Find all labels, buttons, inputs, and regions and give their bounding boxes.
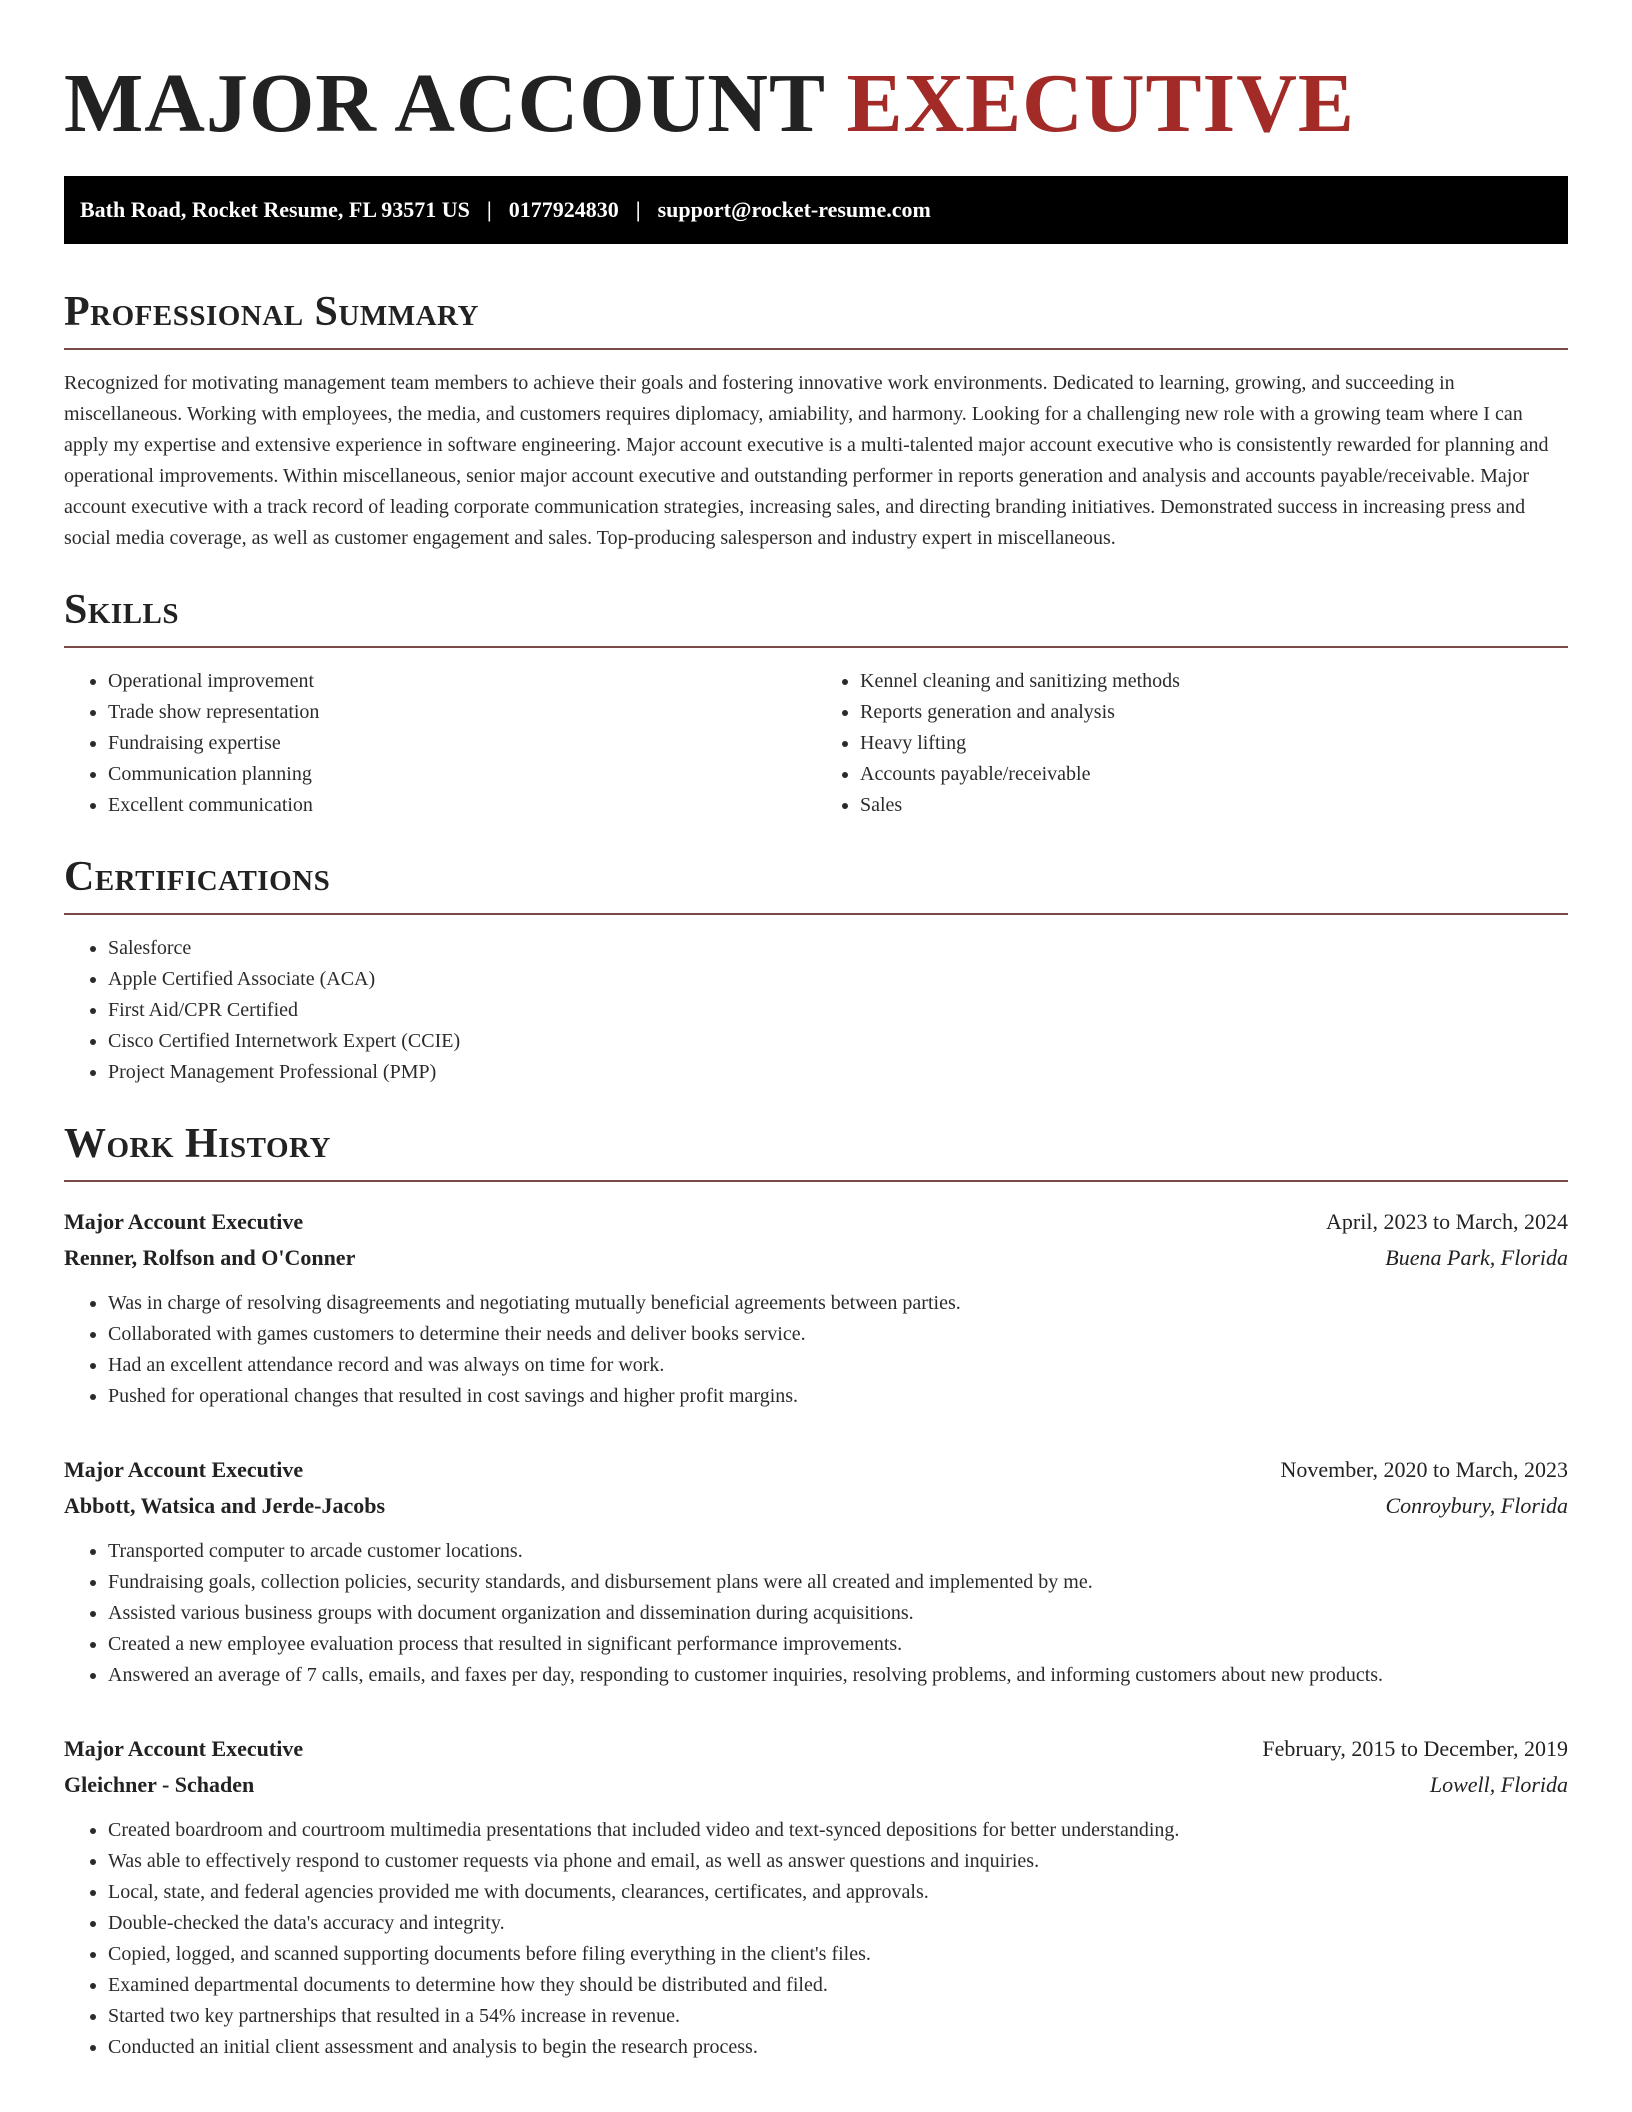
- job-header-row: [64, 1204, 1568, 1240]
- job-header-row: [64, 1452, 1568, 1488]
- skills-section: [64, 584, 1568, 821]
- certification-item: • Apple Certified Associate (ACA): [108, 964, 1568, 995]
- job-bullets: [64, 1288, 1568, 1412]
- job-title: Major Account Executive: [64, 1457, 304, 1482]
- job-bullet: • Collaborated with games customers to determine their needs and deliver books service.: [108, 1319, 1568, 1350]
- certification-item: • Cisco Certified Internetwork Expert (CCIE): [108, 1026, 1568, 1057]
- job-location: Conroybury, Florida: [1385, 1493, 1568, 1518]
- job-bullet: • Copied, logged, and scanned supporting documents before filing everything in the client's files.: [108, 1939, 1568, 1970]
- job-bullet: • Local, state, and federal agencies provided me with documents, clearances, certificates, and approvals.: [108, 1877, 1568, 1908]
- jobs-list: [64, 1204, 1568, 2063]
- job-header-row: [64, 1731, 1568, 1767]
- section-title: Certifications: [64, 854, 331, 900]
- job-bullets: [64, 1536, 1568, 1691]
- job-entry: [64, 1452, 1568, 1691]
- job-bullet: • Pushed for operational changes that resulted in cost savings and higher profit margins.: [108, 1381, 1568, 1412]
- section-divider: [64, 1180, 1568, 1182]
- job-bullets: [64, 1815, 1568, 2063]
- job-company-row: [64, 1240, 1568, 1276]
- job-dates: April, 2023 to March, 2024: [1326, 1209, 1568, 1234]
- section-divider: [64, 646, 1568, 648]
- contact-phone: 0177924830: [508, 197, 619, 222]
- job-bullet: • Conducted an initial client assessment and analysis to begin the research process.: [108, 2032, 1568, 2063]
- contact-email: support@rocket-resume.com: [657, 197, 931, 222]
- contact-separator: |: [635, 197, 641, 222]
- job-title: Major Account Executive: [64, 1209, 304, 1234]
- skills-list-right: [816, 666, 1568, 821]
- contact-separator: |: [486, 197, 492, 222]
- job-title: Major Account Executive: [64, 1736, 304, 1761]
- job-bullet: • Created a new employee evaluation process that resulted in significant performance improvements.: [108, 1629, 1568, 1660]
- job-company-row: [64, 1488, 1568, 1524]
- skills-list-left: [64, 666, 816, 821]
- skill-item: • Accounts payable/receivable: [860, 759, 1568, 790]
- job-company: Renner, Rolfson and O'Conner: [64, 1245, 356, 1270]
- job-dates: February, 2015 to December, 2019: [1262, 1736, 1568, 1761]
- job-bullet: • Transported computer to arcade customer locations.: [108, 1536, 1568, 1567]
- contact-bar: [64, 176, 1568, 244]
- skill-item: • Operational improvement: [108, 666, 816, 697]
- section-divider: [64, 913, 1568, 915]
- skill-item: • Heavy lifting: [860, 728, 1568, 759]
- skill-item: • Trade show representation: [108, 697, 816, 728]
- job-bullet: • Had an excellent attendance record and was always on time for work.: [108, 1350, 1568, 1381]
- section-title: Professional Summary: [64, 289, 479, 335]
- certification-item: • Project Management Professional (PMP): [108, 1057, 1568, 1088]
- job-company-row: [64, 1767, 1568, 1803]
- job-entry: [64, 1204, 1568, 1412]
- job-location: Lowell, Florida: [1429, 1772, 1568, 1797]
- section-divider: [64, 348, 1568, 350]
- job-bullet: • Fundraising goals, collection policies, security standards, and disbursement plans were all created and implemented by me.: [108, 1567, 1568, 1598]
- job-entry: [64, 1731, 1568, 2063]
- certification-item: • Salesforce: [108, 933, 1568, 964]
- name-part-1: MAJOR ACCOUNT: [64, 57, 825, 150]
- work-history-section: [64, 1118, 1568, 2063]
- certifications-list: [64, 933, 1568, 1088]
- job-bullet: • Answered an average of 7 calls, emails, and faxes per day, responding to customer inquiries, resolving problems, and informing customers about new products.: [108, 1660, 1568, 1691]
- job-dates: November, 2020 to March, 2023: [1280, 1457, 1568, 1482]
- job-bullet: • Examined departmental documents to determine how they should be distributed and filed.: [108, 1970, 1568, 2001]
- job-bullet: • Created boardroom and courtroom multimedia presentations that included video and text-synced depositions for better understanding.: [108, 1815, 1568, 1846]
- job-bullet: • Double-checked the data's accuracy and integrity.: [108, 1908, 1568, 1939]
- certification-item: • First Aid/CPR Certified: [108, 995, 1568, 1026]
- job-bullet: • Started two key partnerships that resulted in a 54% increase in revenue.: [108, 2001, 1568, 2032]
- job-bullet: • Was in charge of resolving disagreements and negotiating mutually beneficial agreements between parties.: [108, 1288, 1568, 1319]
- skill-item: • Communication planning: [108, 759, 816, 790]
- name-part-2: EXECUTIVE: [846, 57, 1355, 150]
- skill-item: • Excellent communication: [108, 790, 816, 821]
- job-company: Abbott, Watsica and Jerde-Jacobs: [64, 1493, 386, 1518]
- job-bullet: • Assisted various business groups with document organization and dissemination during acquisitions.: [108, 1598, 1568, 1629]
- section-title: Skills: [64, 587, 180, 633]
- skill-item: • Reports generation and analysis: [860, 697, 1568, 728]
- contact-address: Bath Road, Rocket Resume, FL 93571 US: [80, 197, 470, 222]
- job-company: Gleichner - Schaden: [64, 1772, 255, 1797]
- summary-text: Recognized for motivating management team members to achieve their goals and fostering innovative work environments. Dedicated to learning, growing, and succeeding in miscellaneous. Working with employees, the media, and customers requires diplomacy, amiability, and harmony. Looking for a challenging new role with a growing team where I can apply my expertise and extensive experience in software engineering. Major account executive is a multi-talented major account executive who is consistently rewarded for planning and operational improvements. Within miscellaneous, senior major account executive and outstanding performer in reports generation and analysis and accounts payable/receivable. Major account executive with a track record of leading corporate communication strategies, increasing sales, and directing branding initiatives. Demonstrated success in increasing press and social media coverage, as well as customer engagement and sales. Top-producing salesperson and industry expert in miscellaneous.: [64, 372, 1549, 549]
- skill-item: • Kennel cleaning and sanitizing methods: [860, 666, 1568, 697]
- job-location: Buena Park, Florida: [1385, 1245, 1568, 1270]
- professional-summary-section: [64, 286, 1568, 554]
- skills-grid: [64, 666, 1568, 821]
- resume-name: [64, 56, 1568, 152]
- skill-item: • Sales: [860, 790, 1568, 821]
- skill-item: • Fundraising expertise: [108, 728, 816, 759]
- job-bullet: • Was able to effectively respond to customer requests via phone and email, as well as answer questions and inquiries.: [108, 1846, 1568, 1877]
- certifications-section: [64, 851, 1568, 1088]
- section-title: Work History: [64, 1121, 331, 1167]
